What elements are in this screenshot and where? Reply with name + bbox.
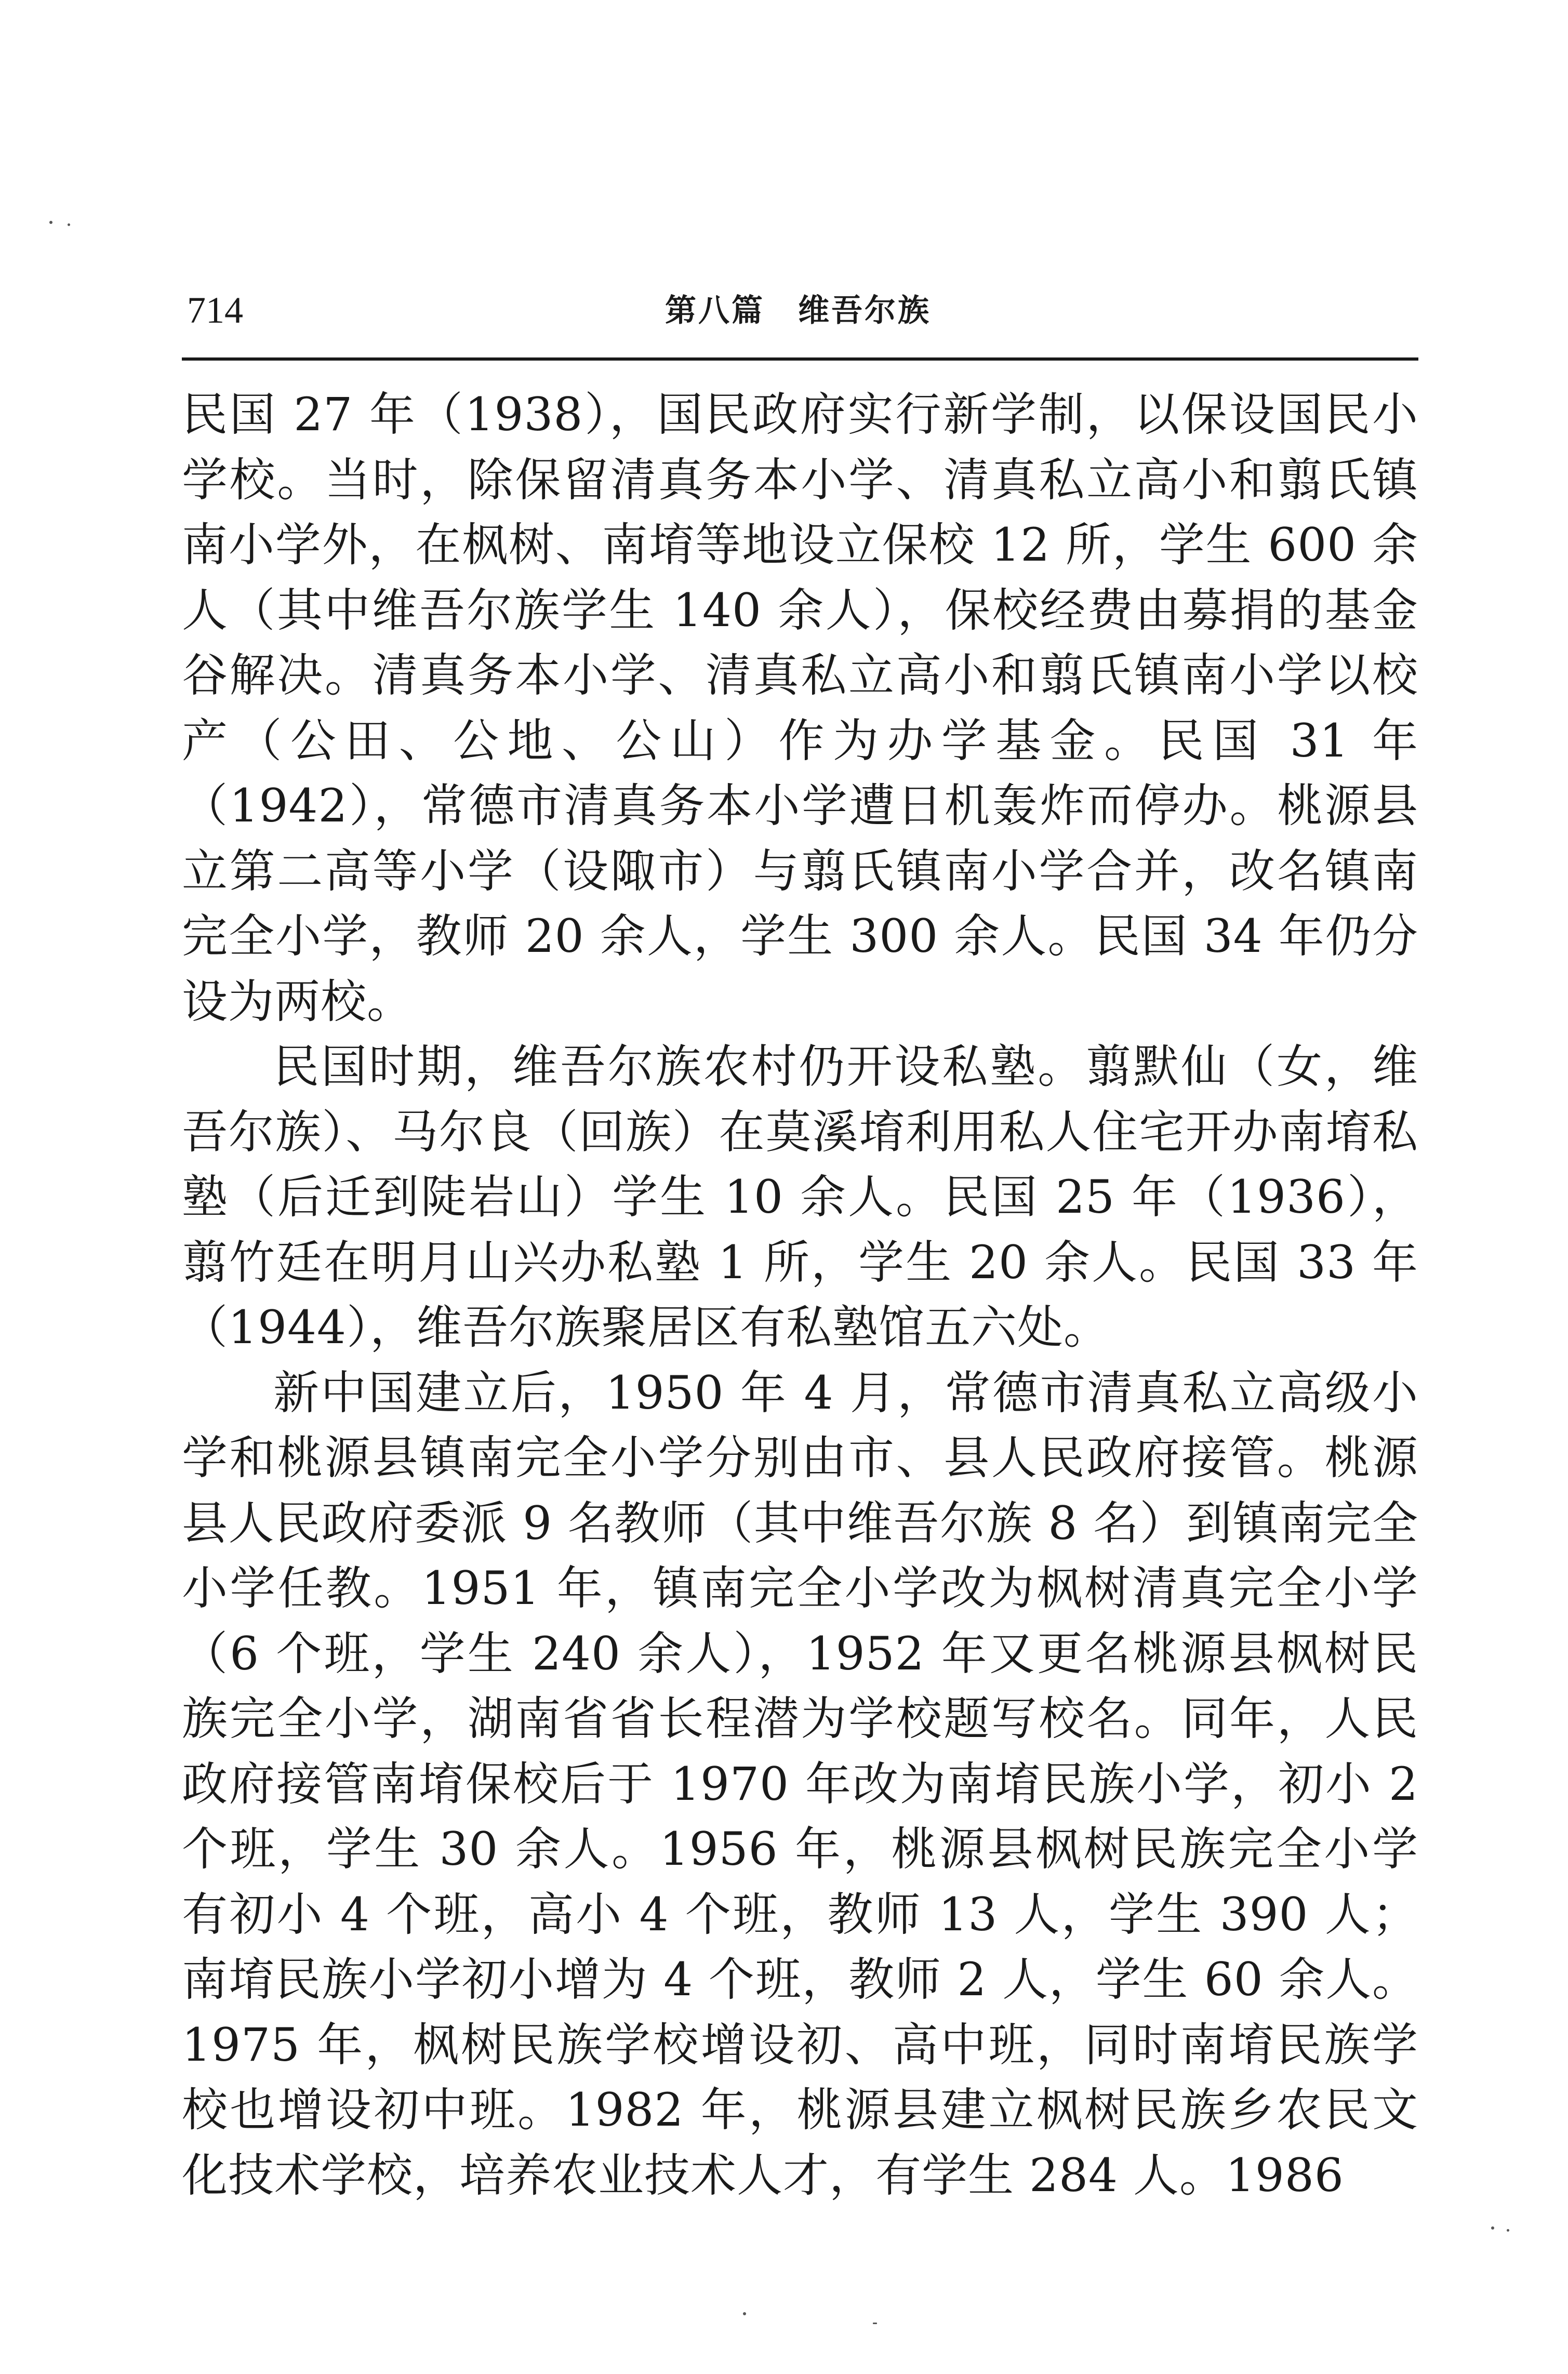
page-number: 714 (187, 289, 243, 331)
scan-speck (743, 2312, 746, 2315)
paragraph-2: 民国时期，维吾尔族农村仍开设私塾。翦默仙（女，维吾尔族）、马尔良（回族）在莫溪堉利用私人住宅开办南堉私塾（后迁到陡岩山）学生 10 余人。民国 25 年（1936），翦竹廷在明月山兴办私塾 1 所，学生 20 余人。民国 33 年（1944），维吾尔族聚居区有私塾馆五六处。 (182, 1040, 1418, 1354)
scan-speck (49, 221, 52, 224)
header-rule (182, 357, 1418, 361)
scan-speck (1491, 2226, 1494, 2230)
running-head-title: 第八篇 维吾尔族 (665, 293, 931, 329)
scan-speck (1507, 2229, 1509, 2232)
scan-speck (68, 223, 70, 226)
paragraph-3: 新中国建立后，1950 年 4 月，常德市清真私立高级小学和桃源县镇南完全小学分别由市、县人民政府接管。桃源县人民政府委派 9 名教师（其中维吾尔族 8 名）到镇南完全小学任教。1951 年，镇南完全小学改为枫树清真完全小学（6 个班，学生 240 余人），1952 年又更名桃源县枫树民族完全小学，湖南省省长程潜为学校题写校名。同年，人民政府接管南堉保校后于 1970 年改为南堉民族小学，初小 2 个班，学生 30 余人。1956 年，桃源县枫树民族完全小学有初小 4 个班，高小 4 个班，教师 13 人，学生 390 人；南堉民族小学初小增为 4 个班，教师 2 人，学生 60 余人。1975 年，枫树民族学校增设初、高中班，同时南堉民族学校也增设初中班。1982 年，桃源县建立枫树民族乡农民文化技术学校，培养农业技术人才，有学生 284 人。1986 (182, 1365, 1418, 2202)
paragraph-1: 民国 27 年（1938），国民政府实行新学制，以保设国民小学校。当时，除保留清真务本小学、清真私立高小和翦氏镇南小学外，在枫树、南堉等地设立保校 12 所，学生 600 余人（其中维吾尔族学生 140 余人），保校经费由募捐的基金谷解决。清真务本小学、清真私立高小和翦氏镇南小学以校产（公田、公地、公山）作为办学基金。民国 31 年（1942），常德市清真务本小学遭日机轰炸而停办。桃源县立第二高等小学（设陬市）与翦氏镇南小学合并，改名镇南完全小学，教师 20 余人，学生 300 余人。民国 34 年仍分设为两校。 (182, 388, 1418, 1028)
scan-speck (873, 2323, 877, 2324)
body-text (182, 382, 1418, 2208)
